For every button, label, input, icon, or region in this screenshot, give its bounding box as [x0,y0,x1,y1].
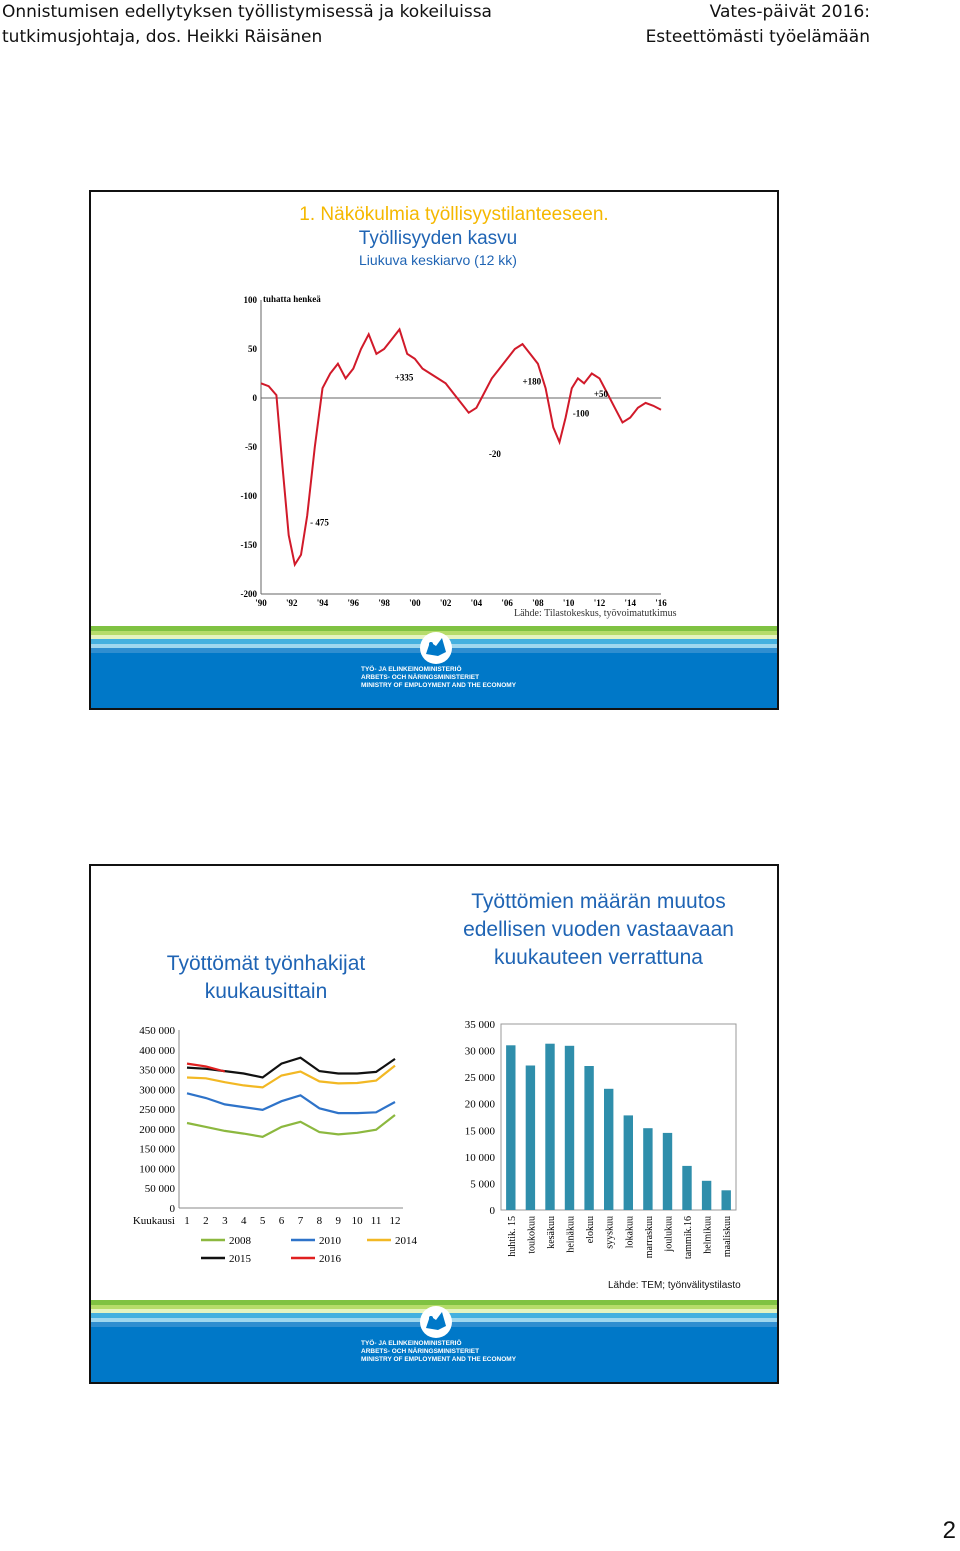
y-tick-label: 400 000 [139,1044,175,1057]
y-tick-label: 0 [252,393,257,403]
y-tick-label: -150 [240,540,257,550]
x-tick-label: huhtik. 15 [506,1216,518,1257]
bar-8 [643,1128,652,1210]
slide1-title: 1. Näkökulmia työllisyystilanteeseen. [299,204,609,225]
x-tick-label: '90 [255,598,267,608]
y-tick-label: 30 000 [464,1045,495,1058]
ministry-name [361,1340,516,1364]
annotation-label: -20 [488,448,501,459]
annotation-label: +180 [522,376,542,387]
x-tick-label: 10 [351,1215,363,1227]
annotation-label: - 475 [310,517,329,528]
annotation-label: +335 [394,372,414,383]
y-axis-label: tuhatta henkeä [263,294,321,304]
x-tick-label: heinäkuu [565,1216,577,1253]
x-tick-label: 2 [203,1215,209,1227]
y-tick-label: 150 000 [139,1143,175,1156]
y-tick-label: 300 000 [139,1084,175,1097]
x-tick-label: '02 [439,598,452,608]
header-author: tutkimusjohtaja, dos. Heikki Räisänen [2,27,323,47]
bar-3 [545,1044,554,1210]
lion-emblem-icon [416,630,456,666]
bar-6 [604,1089,613,1210]
header-right [646,0,870,50]
annotation-label: -100 [572,408,590,419]
employment-series-line [261,329,661,564]
y-tick-label: 0 [169,1203,175,1215]
y-tick-label: 35 000 [464,1019,495,1031]
x-tick-label: '04 [470,598,483,608]
y-tick-label: -50 [245,442,257,452]
x-tick-label: kesäkuu [545,1216,557,1249]
jobseekers-monthly-chart [131,1016,417,1276]
slide2-left-title: Työttömät työnhakijat kuukausittain [166,952,366,1003]
lion-emblem-icon [416,1304,456,1340]
y-tick-label: -200 [240,589,257,599]
bar-10 [682,1166,691,1210]
bar-2 [526,1066,535,1211]
x-tick-label: maaliskuu [722,1216,734,1258]
slide-unemployed-jobseekers [89,864,779,1384]
bar-7 [624,1115,633,1210]
x-tick-label: 9 [335,1215,342,1227]
x-tick-label: 8 [316,1215,323,1227]
slide1-subtitle: Liukuva keskiarvo (12 kk) [359,252,517,268]
x-tick-label: helmikuu [702,1216,714,1254]
x-axis-label: Kuukausi [132,1215,175,1227]
bar-5 [584,1066,593,1210]
employment-growth-chart [221,288,671,613]
x-tick-label: 3 [222,1215,228,1227]
x-tick-label: '16 [655,598,667,608]
x-tick-label: '96 [347,598,360,608]
x-tick-label: '92 [286,598,298,608]
ministry-name-sv: ARBETS- OCH NÄRINGSMINISTERIET [361,674,480,681]
y-tick-label: 50 [248,344,257,354]
x-tick-label: marraskuu [643,1216,655,1259]
x-tick-label: '12 [593,598,606,608]
y-tick-label: 0 [489,1205,495,1217]
x-tick-label: '08 [532,598,544,608]
bar-12 [722,1190,731,1210]
ministry-footer [91,626,777,708]
y-tick-label: 100 000 [139,1163,175,1176]
x-tick-label: 5 [259,1215,266,1227]
x-tick-label: 12 [389,1215,401,1227]
x-tick-label: lokakuu [624,1216,636,1249]
y-tick-label: -100 [240,491,257,501]
x-tick-label: 1 [184,1215,190,1227]
legend-label-2015: 2015 [229,1253,251,1265]
header-event: Vates-päivät 2016: [709,2,870,22]
page-number: 2 [942,1517,956,1544]
y-tick-label: 20 000 [464,1098,495,1111]
slide2-source: Lähde: TEM; työnvälitystilasto [608,1280,741,1291]
legend-label-2008: 2008 [229,1235,251,1247]
bar-9 [663,1133,672,1210]
slide1-source: Lähde: Tilastokeskus, työvoimatutkimus [514,608,677,619]
header-title: Onnistumisen edellytyksen työllistymisessä ja kokeiluissa [2,2,492,22]
x-tick-label: toukokuu [526,1216,538,1254]
y-tick-label: 10 000 [464,1151,495,1164]
ministry-name-en: MINISTRY OF EMPLOYMENT AND THE ECONOMY [361,682,517,689]
annotation-label: +50 [593,389,609,400]
yearly-change-bar-chart [446,1016,746,1266]
y-tick-label: 15 000 [464,1125,495,1138]
y-tick-label: 450 000 [139,1025,175,1037]
legend-label-2014: 2014 [395,1235,417,1247]
x-tick-label: '06 [501,598,513,608]
x-tick-label: elokuu [585,1216,597,1244]
legend-label-2016: 2016 [319,1253,341,1265]
bar-11 [702,1181,711,1210]
slide-employment-growth [89,190,779,710]
bar-4 [565,1046,574,1210]
header-left [2,0,492,50]
y-tick-label: 100 [243,295,257,305]
ministry-name-sv: ARBETS- OCH NÄRINGSMINISTERIET [361,1348,480,1355]
bar-1 [506,1045,515,1210]
x-tick-label: 7 [297,1215,304,1227]
plot-area-frame [501,1024,736,1210]
x-tick-label: joulukuu [663,1216,675,1252]
y-tick-label: 250 000 [139,1104,175,1117]
x-tick-label: '94 [316,598,329,608]
y-tick-label: 200 000 [139,1123,175,1136]
y-tick-label: 5 000 [470,1178,495,1191]
ministry-name-fi: TYÖ- JA ELINKEINOMINISTERIÖ [361,666,462,673]
series-line-2008 [187,1115,395,1137]
x-tick-label: 6 [278,1215,285,1227]
x-tick-label: syyskuu [604,1216,616,1249]
y-tick-label: 25 000 [464,1072,495,1085]
ministry-name [361,666,516,690]
x-tick-label: 4 [240,1215,247,1227]
slide2-right-title: Työttömien määrän muutos edellisen vuoden vastaavaan kuukauteen verrattuna [463,890,734,969]
x-tick-label: 11 [370,1215,382,1227]
y-tick-label: 50 000 [144,1183,175,1196]
x-tick-label: tammik.16 [683,1216,695,1260]
x-tick-label: '10 [562,598,575,608]
x-tick-label: '14 [624,598,636,608]
header-event-theme: Esteettömästi työelämään [645,27,870,47]
legend-label-2010: 2010 [319,1235,341,1247]
slide1-chart-title: Työllisyyden kasvu [358,228,518,249]
x-tick-label: '00 [409,598,421,608]
y-tick-label: 350 000 [139,1064,175,1077]
x-tick-label: '98 [378,598,390,608]
ministry-name-en: MINISTRY OF EMPLOYMENT AND THE ECONOMY [361,1356,517,1363]
ministry-footer-2 [91,1300,777,1382]
series-line-2010 [187,1093,395,1113]
ministry-name-fi: TYÖ- JA ELINKEINOMINISTERIÖ [361,1340,462,1347]
